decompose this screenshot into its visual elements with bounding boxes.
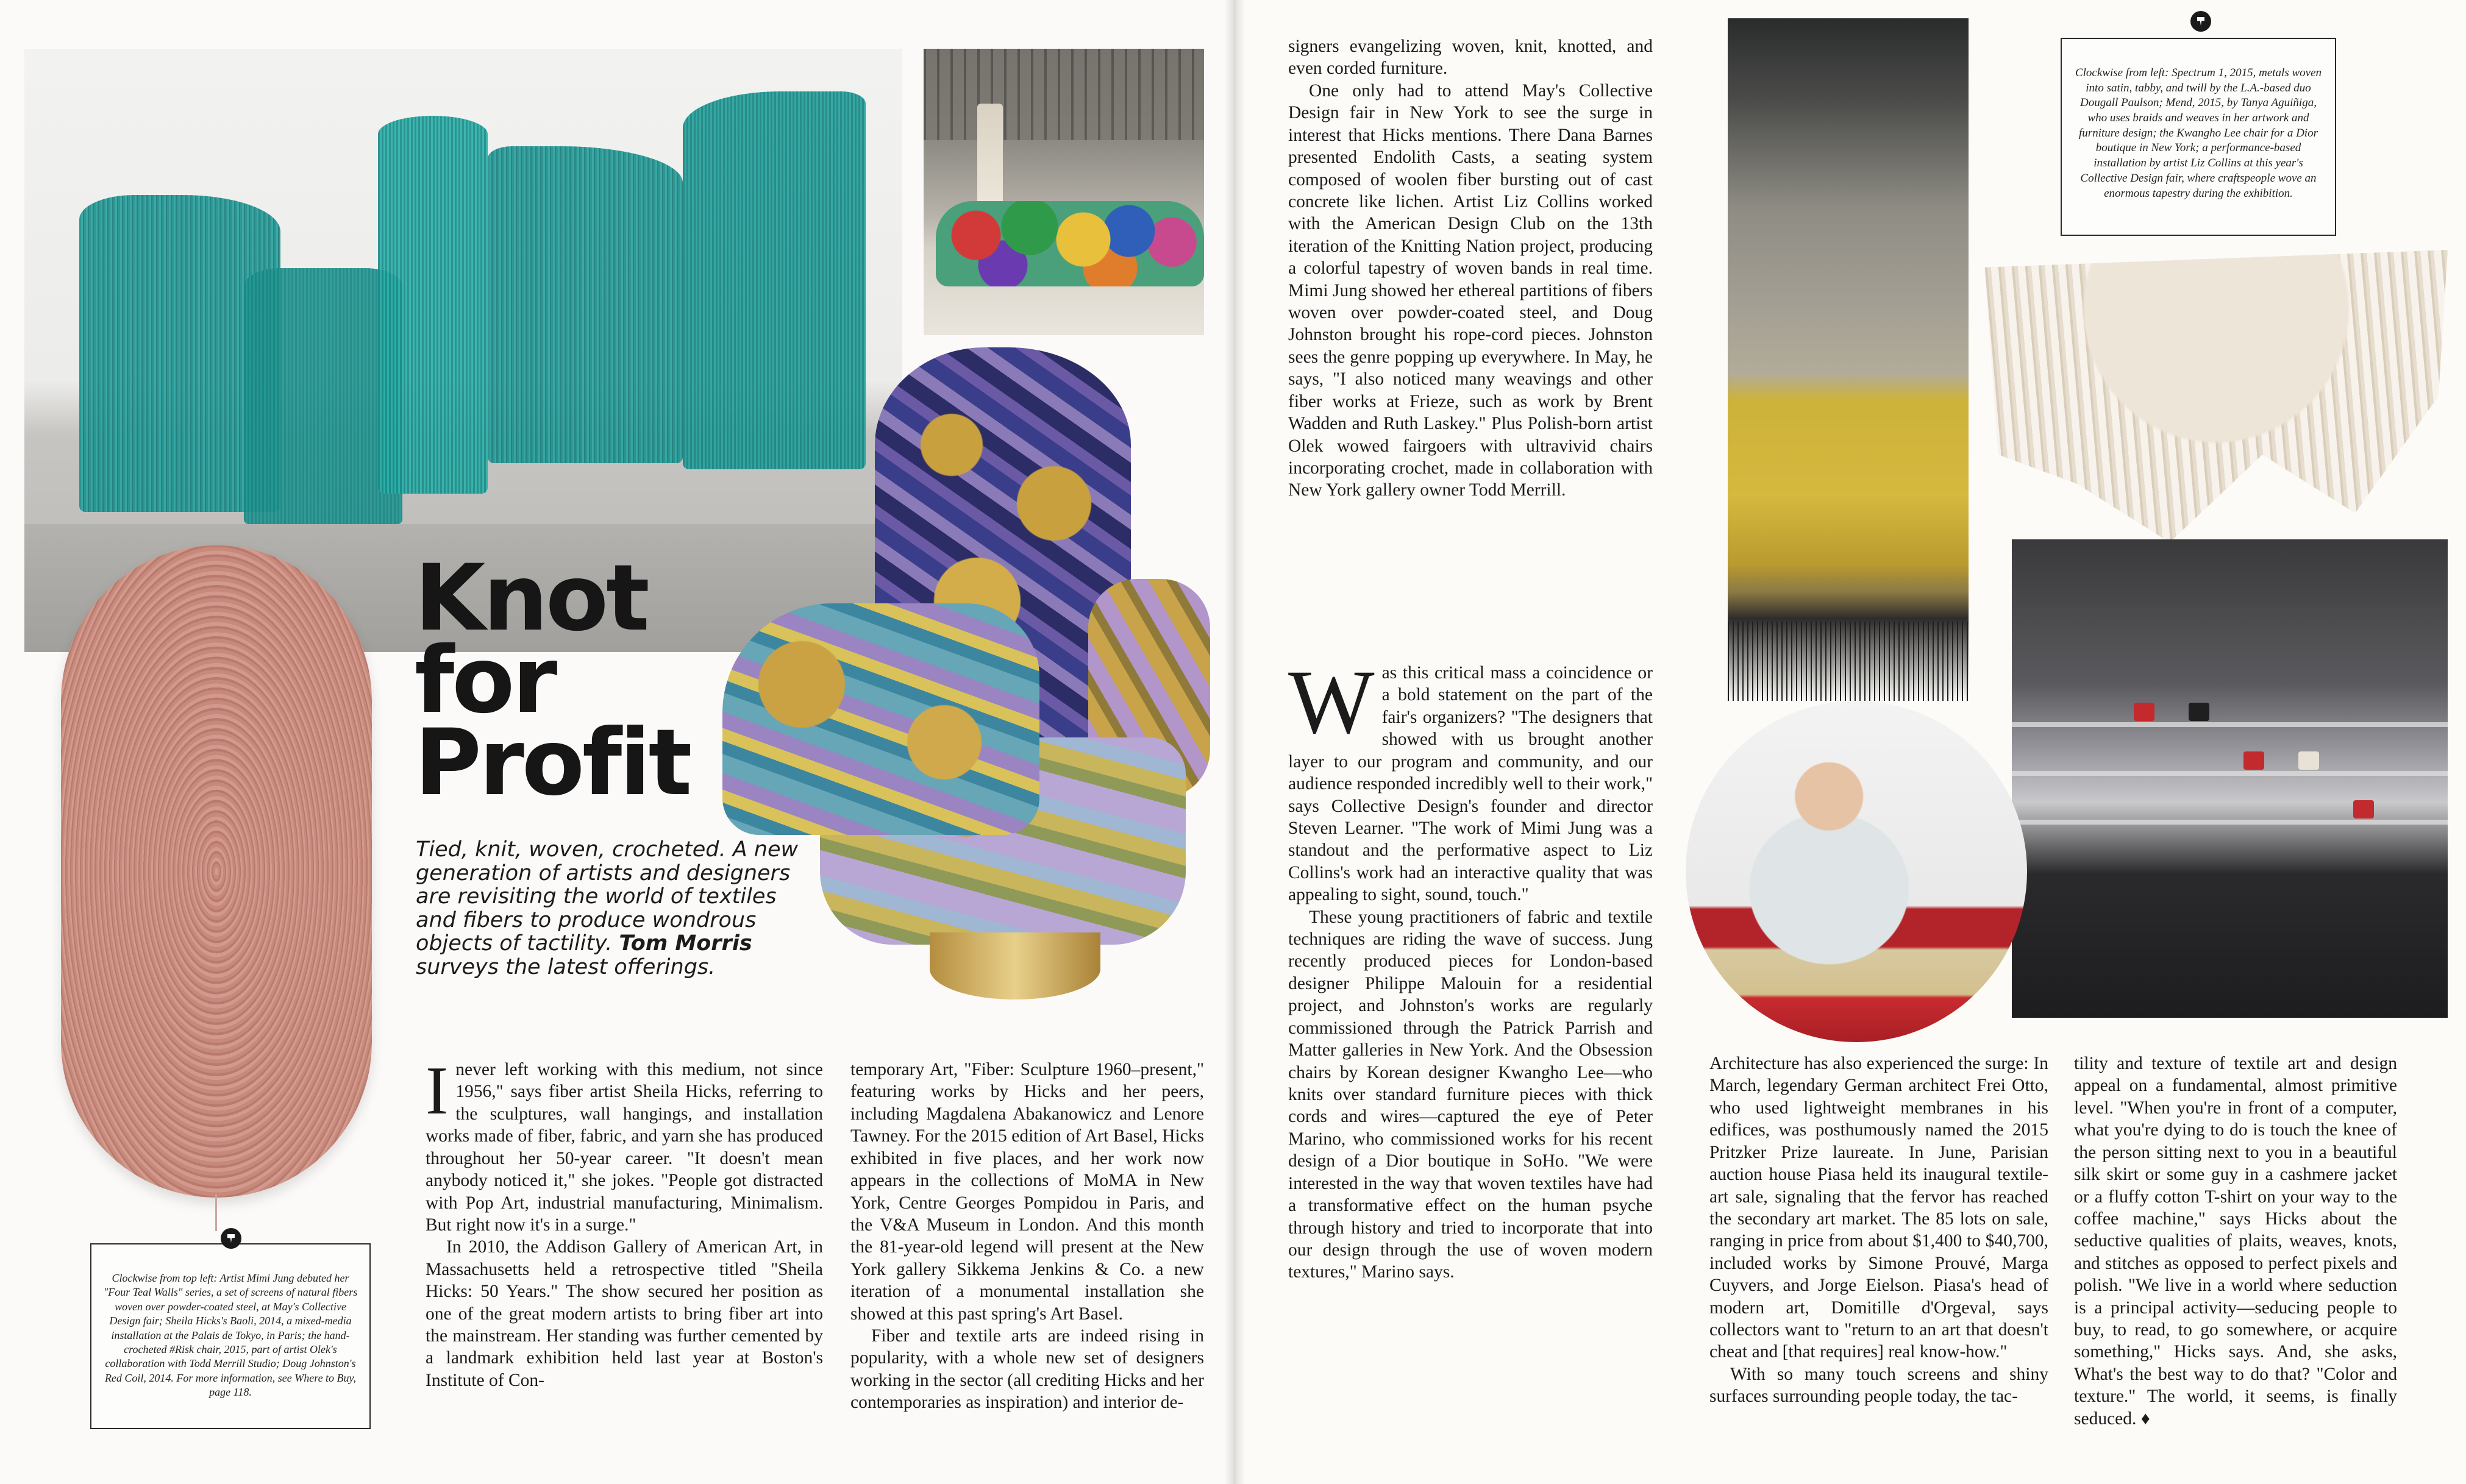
paragraph (426, 1053, 823, 1236)
handbag (2243, 751, 2264, 770)
headline-line: Knot (415, 545, 647, 651)
caption-text: Clockwise from left: Spectrum 1, 2015, metals woven into satin, tabby, and twill by the L.A.-based duo Dougall Paulson; Mend, 2015, by Tanya Aguiñiga, who uses braids and weaves in her artwork and furniture design; the Kwangho Lee chair for a Dior boutique in New York; a performance-based installation by artist Liz Collins at this year's Collective Design fair, where craftspeople wove an enormous tapestry during the exhibition. (2075, 66, 2322, 200)
paragraph: Architecture has also experienced the surge: In March, legendary German architect Frei Otto, who used lightweight membranes in his edifices, was posthumously named the 2015 Pritzker Prize laureate. In June, Parisian auction house Piasa held its inaugural textile-art sale, signaling that the fervor has reached the secondary art market. The 85 lots on sale, ranging in price from about $1,400 to $40,700, included works by Simone Prouvé, Marga Cuyvers, and Jorge Eielson. Piasa's head of modern art, Domitille d'Orgeval, says collectors want to "return to an art that doesn't cheat and [that requires] real know-how." (1709, 1054, 2048, 1362)
pin-icon (2190, 11, 2211, 32)
paragraph: One only had to attend May's Collective Design fair in New York to see the surge in interest that Hicks mentions. There Dana Barnes presented Endolith Casts, a seating system composed of woolen fiber bursting out of cast concrete like lichen. Artist Liz Collins worked with the American Design Club on the 13th iteration of the Knitting Nation project, producing a colorful tapestry of woven bands in real time. Mimi Jung showed her ethereal partitions of fibers woven over powder-coated steel, and Doug Johnston brought his rope-cord pieces. Johnston sees the genre popping up everywhere. In May, he says, "I also noticed many weavings and other fiber works at Frieze, such as work by Brent Wadden and Ruth Laskey." Plus Polish-born artist Olek wowed fairgoers with ultravivid chairs incorporating crochet, made in collaboration with New York gallery owner Todd Merrill. (1288, 80, 1653, 500)
liz-collins-performance-photo (1686, 701, 2027, 1042)
body-column-4 (1709, 1053, 2048, 1408)
paragraph: In 2010, the Addison Gallery of American Art, in Massachusetts held a retrospective titled "Sheila Hicks: 50 Years." The show secured her position as one of the great modern artists to bring fiber art into the mainstream. Her standing was further cemented by a landmark exhibition held last year at Boston's Institute of Con- (426, 1237, 823, 1390)
handbag (2134, 703, 2154, 721)
paragraph (1288, 651, 1653, 906)
paragraph-text: as this critical mass a coincidence or a bold statement on the part of the fair's organizers? "The designers that showed with us brought another layer to our program and community, and our audience responded incredibly well to their work," says Collective Design's founder and director Steven Learner. "The work of Mimi Jung was a standout and the performative aspect to Liz Collins's work had an interactive quality that was appealing to sight, sound, touch." (1288, 663, 1653, 905)
body-column-1 (426, 1053, 823, 1391)
body-column-5 (2074, 1053, 2397, 1430)
teal-wall-screen (378, 116, 488, 494)
caption-box-left (90, 1243, 371, 1429)
body-column-3 (1288, 35, 1653, 502)
dior-boutique-photo (2012, 539, 2448, 1018)
store-shelf (2012, 820, 2448, 825)
red-coil-photo (61, 545, 372, 1198)
baoli-installation-photo (924, 49, 1204, 335)
pin-icon (221, 1228, 241, 1249)
drop-cap: W (1288, 651, 1375, 753)
paragraph-text: never left working with this medium, not since 1956," says fiber artist Sheila Hicks, referring to the sculptures, wall hangings, and installation works made of fiber, fabric, and yarn she has produced throughout her 50-year career. "It doesn't mean anybody noticed it," she jokes. "People got distracted with Pop Art, industrial manufacturing, Minimalism. But right now it's in a surge." (426, 1060, 823, 1235)
handbag (2353, 800, 2374, 818)
store-shelf (2012, 722, 2448, 727)
author-name: Tom Morris (619, 931, 752, 956)
body-column-3-continued (1288, 651, 1653, 1283)
page-gutter (1224, 0, 1245, 1484)
handbag (2298, 751, 2319, 770)
headline-line: Profit (415, 710, 690, 816)
paragraph: temporary Art, "Fiber: Sculpture 1960–present," featuring works by Hicks and her peers, including Magdalena Abakanowicz and Lenore Tawney. For the 2015 edition of Art Basel, Hicks exhibited in five places, and her work now appears in the collections of MoMA in New York, Centre Georges Pompidou in Paris, and the V&A Museum in London. And this month the 81-year-old legend will present at the New York gallery Sikkema Jenkins & Co. a new iteration of a monumental installation she showed at this past spring's Art Basel. (850, 1060, 1204, 1324)
paragraph: These young practitioners of fabric and textile techniques are riding the wave of success. Jung recently produced pieces for London-based designer Philippe Malouin for a residential project, and Johnston's works are regularly commissioned through the Patrick Parrish and Matter galleries in New York. And the Obsession chairs by Korean designer Kwangho Lee—who knits over standard furniture pieces with thick cords and wires—captured the eye of Peter Marino, who commissioned works for his recent design of a Dior boutique in SoHo. "We were interested in the way that woven textiles have had a transformative effect on the human psyche through history and tried to incorporate that into our design through the use of woven modern textures," Marino says. (1288, 907, 1653, 1282)
teal-wall-screen (488, 146, 683, 463)
handbag (2189, 703, 2209, 721)
caption-text: Clockwise from top left: Artist Mimi Jung debuted her "Four Teal Walls" series, a set of screens of natural fibers woven over powder-coated steel, at May's Collective Design fair; Sheila Hicks's Baoli, 2014, a mixed-media installation at the Palais de Tokyo, in Paris; the hand-crocheted #Risk chair, 2015, part of artist Olek's collaboration with Todd Merrill Studio; Doug Johnston's Red Coil, 2014. For more information, see Where to Buy, page 118. (103, 1272, 358, 1399)
paragraph: tility and texture of textile art and design appeal on a fundamental, almost primitive level. "When you're in front of a computer, what you're dying to do is touch the knee of the person sitting next to you in a beautiful silk skirt or some guy in a cashmere jacket or a fluffy cotton T-shirt on your way to the coffee machine," says Hicks about the seductive qualities of plaits, weaves, knots, and stitches as opposed to perfect pixels and polish. "We live in a world where seduction is a principal activity—seducing people to buy, to read, to go somewhere, or acquire something," Hicks says. And, she asks, What's the best way to do that? "Color and texture." The world, it seems, is finally seduced. ♦ (2074, 1054, 2397, 1429)
store-shelf (2012, 771, 2448, 776)
body-column-2 (850, 1059, 1204, 1414)
deck-text (416, 838, 815, 979)
paragraph: With so many touch screens and shiny surfaces surrounding people today, the tac- (1709, 1364, 2048, 1407)
spectrum-1-photo (1728, 18, 1969, 701)
paragraph: signers evangelizing woven, knit, knotted, and even corded furniture. (1288, 37, 1653, 79)
paragraph: Fiber and textile arts are indeed rising in popularity, with a whole new set of designers working in the sector (all crediting Hicks and her contemporaries as inspiration) and interior de- (850, 1326, 1204, 1413)
headline (415, 545, 756, 816)
drop-cap: I (426, 1053, 449, 1129)
coil-hanging-thread (215, 1195, 217, 1231)
caption-box-right (2061, 38, 2336, 236)
headline-line: for (415, 628, 555, 734)
chair-left-arm (722, 603, 1039, 835)
deck-outro: surveys the latest offerings. (416, 954, 716, 979)
colored-fiber-pile (936, 201, 1204, 286)
deck-intro: Tied, knit, woven, crocheted. A new generation of artists and designers are revisiting the world of textiles and fibers to produce wondrous objects of tactility. (416, 837, 799, 956)
chair-base (930, 932, 1100, 999)
gallery-roof (924, 49, 1204, 140)
